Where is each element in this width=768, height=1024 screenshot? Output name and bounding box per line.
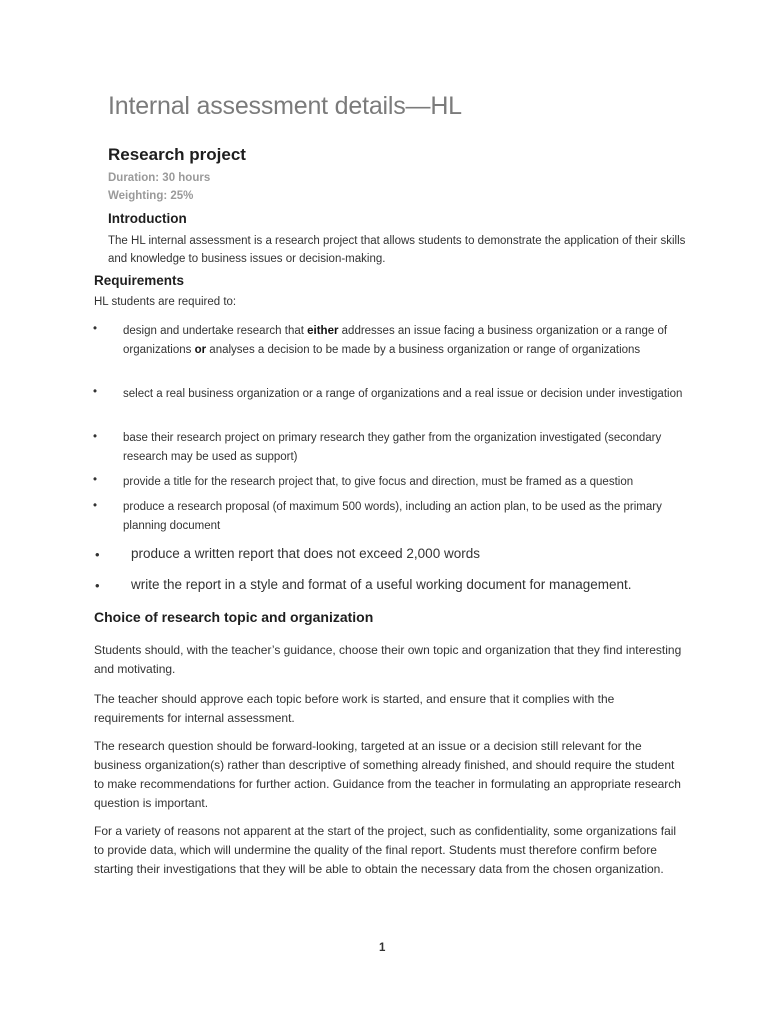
requirement-item-7: write the report in a style and format of a useful working document for management. (131, 577, 632, 592)
page-number: 1 (379, 942, 386, 954)
weighting-label: Weighting: 25% (108, 190, 194, 202)
requirements-lead: HL students are required to: (94, 296, 237, 308)
introduction-heading: Introduction (108, 211, 187, 226)
bullet-marker: • (93, 431, 98, 443)
duration-label: Duration: 30 hours (108, 172, 211, 184)
choice-paragraph-1: Students should, with the teacher’s guidance, choose their own topic and organization that they find interesting and motivating. (94, 643, 682, 676)
bullet-marker: • (95, 578, 100, 593)
requirement-item-2: select a real business organization or a range of organizations and a real issue or decision under investigation (123, 388, 683, 400)
choice-paragraph-3: The research question should be forward-looking, targeted at an issue or a decision still relevant for the business organization(s) rather than descriptive of something already finished, and should require the student to make recommendations for further action. Guidance from the teacher in formulating an appropriate research question is important. (94, 739, 681, 810)
section-heading: Research project (108, 145, 246, 164)
bullet-marker: • (93, 323, 98, 335)
bullet-marker: • (93, 474, 98, 486)
requirement-item-1: design and undertake research that either addresses an issue facing a business organization or a range of organizations or analyses a decision to be made by a business organization or range of organizations (123, 325, 668, 356)
requirements-heading: Requirements (94, 273, 185, 288)
bullet-marker: • (93, 386, 98, 398)
choice-paragraph-4: For a variety of reasons not apparent at the start of the project, such as confidentiality, some organizations fail to provide data, which will undermine the quality of the final report. Students must therefore confirm before starting their investigations that they will be able to obtain the necessary data from the chosen organization. (94, 824, 677, 876)
requirement-item-3: base their research project on primary research they gather from the organization investigated (secondary research may be used as support) (123, 432, 662, 463)
choice-heading: Choice of research topic and organization (94, 609, 374, 625)
requirement-item-5: produce a research proposal (of maximum 500 words), including an action plan, to be used as the primary planning document (123, 501, 662, 532)
bullet-marker: • (93, 500, 98, 512)
requirement-item-4: provide a title for the research project that, to give focus and direction, must be framed as a question (123, 476, 634, 488)
choice-paragraph-2: The teacher should approve each topic before work is started, and ensure that it complies with the requirements for internal assessment. (94, 692, 615, 725)
introduction-text: The HL internal assessment is a research project that allows students to demonstrate the application of their skills and knowledge to business issues or decision-making. (108, 235, 686, 265)
page-title: Internal assessment details—HL (108, 92, 462, 120)
bullet-marker: • (95, 547, 100, 562)
requirement-item-6: produce a written report that does not exceed 2,000 words (131, 546, 480, 561)
